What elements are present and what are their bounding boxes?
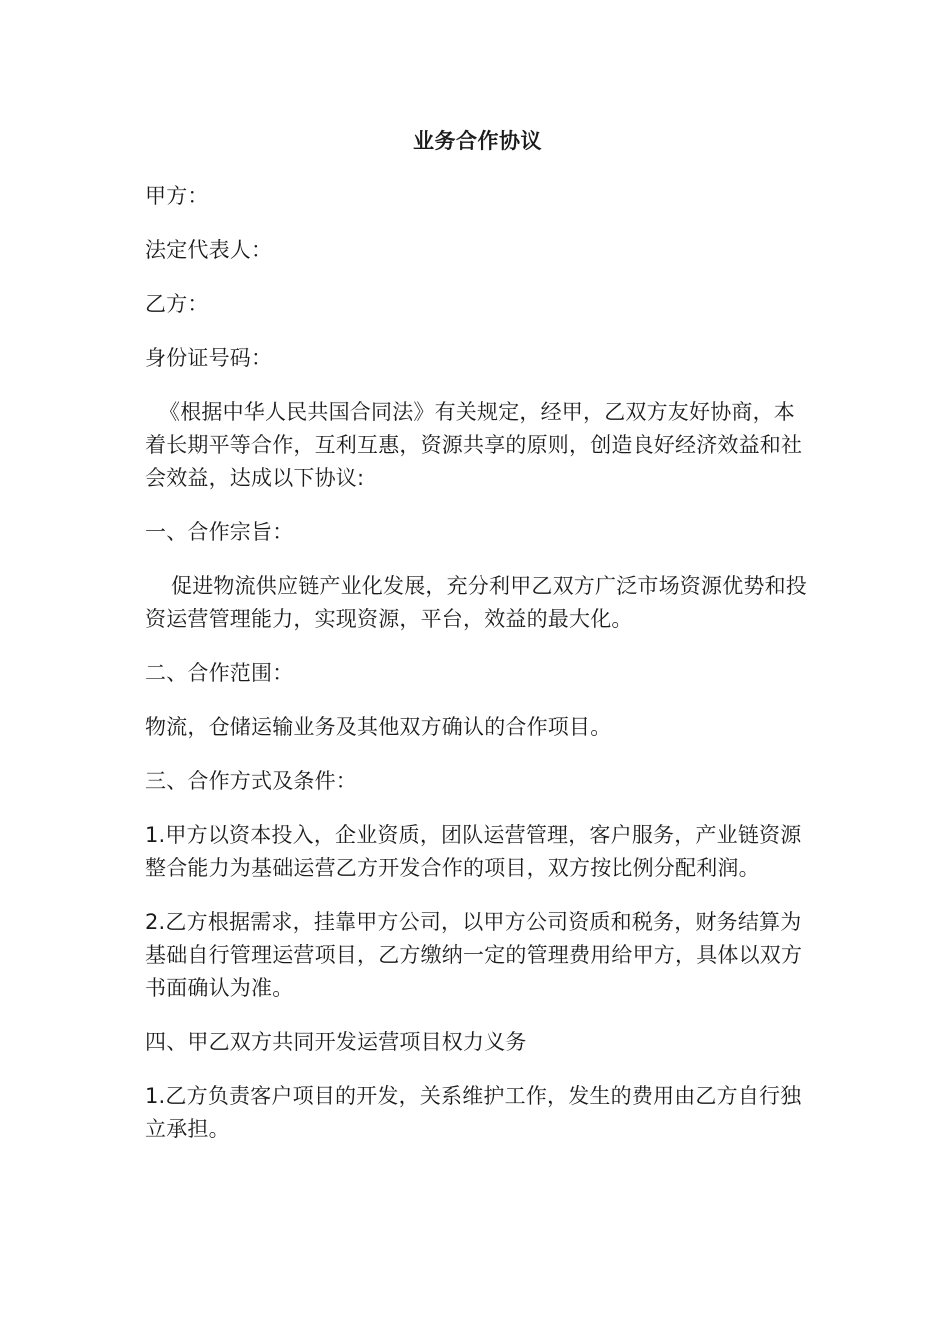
party-a-field: 甲方： xyxy=(145,184,209,208)
section-4-item-1: 1.乙方负责客户项目的开发，关系维护工作，发生的费用由乙方自行独立承担。 xyxy=(145,1084,802,1141)
section-3-item-2: 2.乙方根据需求，挂靠甲方公司，以甲方公司资质和税务，财务结算为基础自行管理运营项目，乙方缴纳一定的管理费用给甲方，具体以双方书面确认为准。 xyxy=(145,910,803,1000)
section-1-heading: 一、合作宗旨： xyxy=(145,520,294,544)
document-body xyxy=(145,126,810,1167)
section-2-heading: 二、合作范围： xyxy=(145,661,294,685)
section-4-heading: 四、甲乙双方共同开发运营项目权力义务 xyxy=(145,1030,527,1054)
section-2-body: 物流，仓储运输业务及其他双方确认的合作项目。 xyxy=(145,715,612,739)
section-1-body: 促进物流供应链产业化发展，充分利甲乙双方广泛市场资源优势和投资运营管理能力，实现资源，平台，效益的最大化。 xyxy=(145,574,807,631)
legal-representative-field: 法定代表人： xyxy=(145,238,273,262)
id-number-field: 身份证号码： xyxy=(145,346,273,370)
preamble-paragraph: 《根据中华人民共国合同法》有关规定，经甲，乙双方友好协商，本着长期平等合作，互利互惠，资源共享的原则，创造良好经济效益和社会效益，达成以下协议: xyxy=(145,400,803,490)
section-3-heading: 三、合作方式及条件： xyxy=(145,769,357,793)
section-3-item-1: 1.甲方以资本投入，企业资质，团队运营管理，客户服务，产业链资源整合能力为基础运营乙方开发合作的项目，双方按比例分配利润。 xyxy=(145,823,802,880)
party-b-field: 乙方： xyxy=(145,292,209,316)
document-title: 业务合作协议 xyxy=(413,129,542,153)
